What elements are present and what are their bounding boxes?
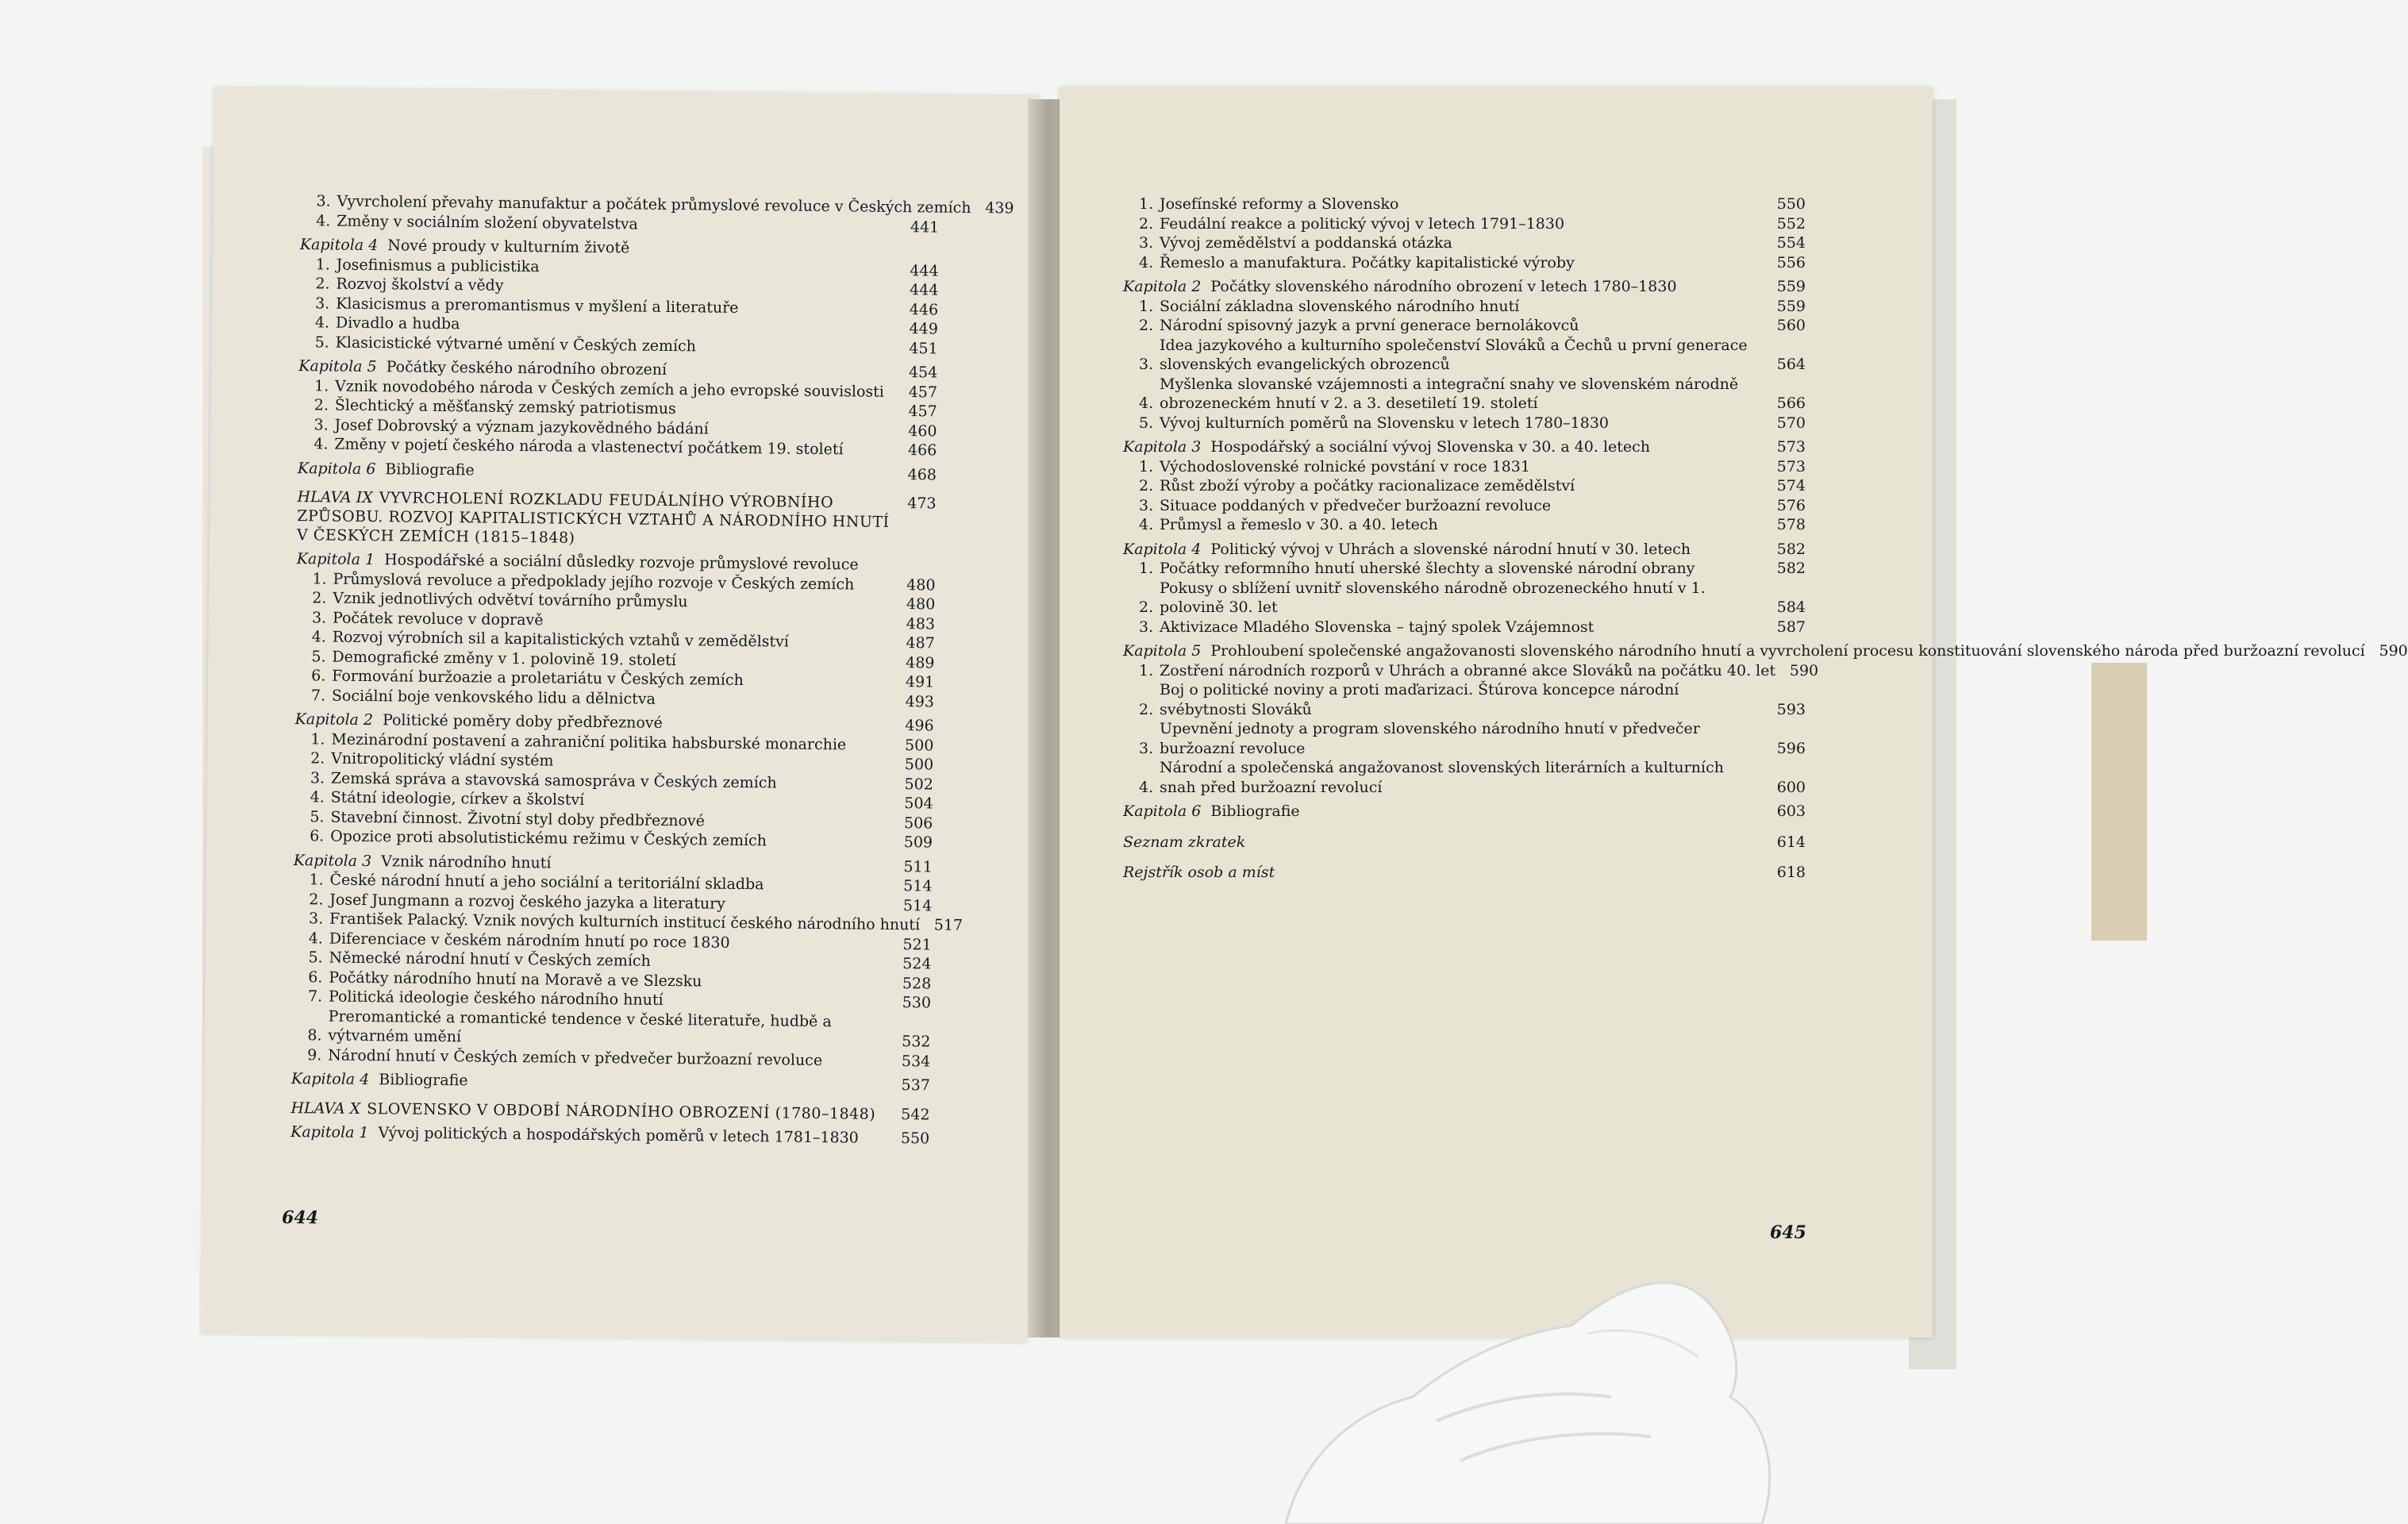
section-title: Státní ideologie, církev a školství [330, 788, 585, 809]
section-title: Opozice proti absolutistickému režimu v Českých zemích [330, 827, 767, 850]
page-ref: 449 [909, 320, 938, 338]
page-ref: 460 [908, 421, 937, 441]
page-ref: 550 [1776, 195, 1806, 213]
chapter-title: Prohloubení společenské angažovanosti slovenského národního hnutí a vyvrcholení procesu konstituování slovenského národa před buržoazní revolucí [1210, 642, 2365, 660]
section-title: Myšlenka slovanské vzájemnosti a integrační snahy ve slovenském národně obrozeneckém hnutí v 2. a 3. desetiletí 19. století [1160, 375, 1739, 412]
section-title: Situace poddaných v předvečer buržoazní revoluce [1160, 496, 1552, 514]
toc-section-entry [1123, 579, 1806, 618]
toc-section-entry [1123, 457, 1806, 477]
section-title: Mezinárodní postavení a zahraniční politika habsburské monarchie [331, 730, 847, 753]
page-ref: 559 [1776, 278, 1806, 295]
chapter-title: Nové proudy v kulturním životě [387, 237, 630, 257]
toc-chapter-entry [1123, 277, 1806, 297]
section-title: Upevnění jednoty a program slovenského národního hnutí v předvečer buržoazní revoluce [1160, 720, 1700, 757]
page-ref: 587 [1776, 618, 1806, 636]
page-ref: 500 [904, 756, 934, 774]
page-ref: 590 [1789, 661, 1819, 679]
section-number: 4. [311, 628, 327, 646]
toc-section-entry [1123, 414, 1806, 433]
section-number: 1. [312, 569, 327, 588]
section-title: Stavební činnost. Životní styl doby předbřeznové [330, 808, 706, 830]
section-number: 3. [1139, 356, 1154, 373]
section-title: Národní spisovný jazyk a první generace bernolákovců [1160, 317, 1579, 334]
section-number: 2. [1139, 598, 1154, 616]
part-title: SLOVENSKO V OBDOBÍ NÁRODNÍHO OBROZENÍ (1780–1848) [367, 1099, 876, 1123]
toc-chapter-entry [298, 459, 937, 485]
section-number: 5. [311, 647, 326, 666]
page-ref: 573 [1776, 457, 1806, 475]
section-title: Zostření národních rozporů v Uhrách a obranné akce Slováků na počátku 40. let [1160, 661, 1776, 679]
section-number: 4. [1139, 778, 1154, 796]
section-title: Diferenciace v českém národním hnutí po roce 1830 [329, 929, 730, 952]
page-ref: 504 [904, 795, 933, 813]
section-title: Vznik novodobého národa v Českých zemích a jeho evropské souvislosti [334, 377, 885, 401]
section-title: Vnitropolitický vládní systém [331, 749, 554, 770]
page-ref: 511 [903, 857, 933, 876]
section-title: Růst zboží výroby a počátky racionalizace zemědělství [1160, 477, 1575, 495]
page-ref: 554 [1776, 234, 1806, 252]
page-ref: 570 [1776, 414, 1806, 432]
section-title: František Palacký. Vznik nových kulturních institucí českého národního hnutí [329, 910, 921, 934]
toc-section-entry [1123, 618, 1806, 637]
section-title: Počátky národního hnutí na Moravě a ve Slezsku [329, 968, 702, 990]
page-ref: 534 [901, 1052, 931, 1071]
section-number: 3. [1139, 618, 1154, 636]
section-title: Feudální reakce a politický vývoj v letech 1791–1830 [1160, 214, 1565, 233]
section-title: Národní hnutí v Českých zemích v předvečer buržoazní revoluce [328, 1046, 823, 1069]
page-ref: 600 [1776, 778, 1806, 796]
page-ref: 502 [904, 775, 933, 794]
chapter-title: Bibliografie [385, 460, 475, 479]
section-number: 2. [315, 275, 330, 293]
toc-chapter-entry [1123, 641, 2408, 661]
toc-section-entry [1123, 233, 1806, 253]
white-glove-hand [1254, 1238, 1778, 1524]
toc-appendix-entry [1123, 863, 1806, 883]
page-ref: 584 [1776, 598, 1806, 616]
section-number: 4. [1139, 253, 1154, 271]
section-number: 5. [1139, 414, 1154, 432]
bookmark-strip [2091, 663, 2147, 941]
page-ref: 441 [910, 217, 940, 237]
toc-section-entry [1123, 515, 1806, 535]
part-title: VYVRCHOLENÍ ROZKLADU FEUDÁLNÍHO VÝROBNÍHO ZPŮSOBU. ROZVOJ KAPITALISTICKÝCH VZTAHŮ A NÁRODNÍHO HNUTÍ V ČESKÝCH ZEMÍCH (1815–1848) [296, 489, 890, 547]
right-page [1060, 87, 2408, 1337]
page-ref: 532 [902, 1033, 931, 1051]
page-ref: 506 [903, 814, 933, 833]
section-number: 1. [314, 376, 329, 395]
section-number: 2. [1139, 477, 1154, 495]
page-ref: 559 [1776, 297, 1806, 315]
page-ref: 550 [900, 1129, 930, 1148]
appendix-title: Rejstřík osob a míst [1123, 864, 1275, 881]
section-number: 7. [310, 686, 326, 705]
page-ref: 496 [905, 717, 934, 735]
toc-section-entry [1123, 496, 1806, 516]
page-ref: 473 [907, 495, 937, 513]
chapter-title: Bibliografie [379, 1071, 468, 1090]
page-ref: 500 [904, 736, 934, 755]
section-title: Divadlo a hudba [335, 314, 460, 333]
toc-section-entry [1123, 336, 1806, 375]
page-ref: 451 [909, 339, 938, 358]
part-label: HLAVA X [290, 1099, 361, 1118]
section-number: 5. [314, 333, 329, 352]
section-number: 1. [1139, 195, 1154, 213]
section-number: 8. [307, 1026, 322, 1045]
chapter-label: Kapitola 4 [290, 1070, 370, 1089]
section-title: Aktivizace Mladého Slovenska – tajný spolek Vzájemnost [1160, 618, 1594, 636]
section-title: Pokusy o sblížení uvnitř slovenského národně obrozeneckého hnutí v 1. polovině 30. let [1160, 579, 1706, 616]
page-ref: 593 [1776, 700, 1806, 718]
section-title: Průmysl a řemeslo v 30. a 40. letech [1160, 516, 1438, 533]
section-title: Vývoj kulturních poměrů na Slovensku v letech 1780–1830 [1160, 414, 1610, 432]
section-number: 3. [315, 294, 330, 313]
appendix-title: Seznam zkratek [1123, 833, 1246, 851]
page-ref: 489 [906, 653, 935, 672]
page-ref: 466 [907, 441, 937, 460]
section-title: Změny v pojetí českého národa a vlastenectví počátkem 19. století [334, 435, 844, 459]
chapter-label: Kapitola 1 [296, 550, 375, 569]
section-number: 6. [310, 827, 325, 845]
page-ref: 454 [908, 364, 938, 382]
section-number: 9. [307, 1045, 322, 1064]
page-ref: 509 [903, 833, 933, 852]
section-title: Vznik jednotlivých odvětví továrního průmyslu [333, 589, 688, 611]
toc-chapter-entry [1123, 802, 1806, 822]
page-ref: 537 [901, 1076, 930, 1095]
section-title: Rozvoj výrobních sil a kapitalistických vztahů v zemědělství [332, 628, 790, 651]
page-ref: 439 [985, 199, 1014, 217]
page-ref: 596 [1776, 739, 1806, 757]
section-number: 3. [1139, 496, 1154, 514]
page-ref: 582 [1776, 540, 1806, 558]
chapter-label: Kapitola 1 [290, 1122, 369, 1141]
chapter-label: Kapitola 5 [1123, 642, 1202, 660]
section-title: Politická ideologie českého národního hnutí [328, 987, 664, 1009]
section-title: Josef Jungmann a rozvoj českého jazyka a literatury [329, 891, 726, 913]
section-title: Počátek revoluce v dopravě [332, 609, 544, 629]
chapter-title: Hospodářský a sociální vývoj Slovenska v 30. a 40. letech [1210, 438, 1651, 456]
section-number: 2. [310, 749, 325, 768]
page-ref: 487 [906, 634, 935, 652]
toc-section-entry [1123, 680, 1806, 719]
toc-chapter-entry [291, 1069, 930, 1095]
toc-section-entry [1123, 559, 1806, 579]
page-ref: 491 [905, 673, 935, 691]
page-ref: 480 [906, 575, 936, 595]
toc-part-heading [290, 1099, 929, 1124]
open-book [202, 83, 2408, 1385]
page-ref: 566 [1776, 394, 1806, 412]
chapter-title: Vznik národního hnutí [381, 852, 552, 872]
page-ref: 578 [1776, 516, 1806, 533]
chapter-label: Kapitola 4 [299, 236, 379, 255]
section-number: 2. [1139, 317, 1154, 334]
page-ref: 614 [1776, 833, 1806, 851]
toc-section-entry [1123, 719, 1806, 758]
page-number-left: 644 [281, 1206, 319, 1229]
toc-section-entry [1123, 297, 1806, 317]
section-number: 3. [310, 768, 325, 787]
section-title: Josefínské reformy a Slovensko [1160, 195, 1399, 213]
page-ref: 517 [933, 916, 964, 934]
section-title: Vyvrcholení převahy manufaktur a počátek průmyslové revoluce v Českých zemích [337, 192, 971, 217]
toc-section-entry [1123, 661, 1819, 681]
chapter-label: Kapitola 4 [1123, 540, 1202, 558]
page-ref: 457 [908, 383, 938, 402]
section-number: 2. [1139, 700, 1154, 718]
section-number: 4. [1139, 394, 1154, 412]
toc-section-entry [1123, 253, 1806, 273]
page-ref: 603 [1776, 802, 1806, 820]
toc-section-entry [1123, 214, 1806, 234]
section-number: 4. [310, 788, 325, 806]
page-ref: 521 [902, 935, 932, 954]
section-number: 4. [316, 211, 331, 230]
page-ref: 552 [1776, 214, 1806, 233]
toc-chapter-entry [290, 1122, 929, 1149]
section-number: 3. [1139, 234, 1154, 252]
chapter-label: Kapitola 2 [294, 710, 374, 729]
chapter-label: Kapitola 6 [1123, 802, 1202, 820]
page-ref: 524 [902, 955, 932, 973]
section-title: Německé národní hnutí v Českých zemích [329, 949, 651, 970]
section-number: 3. [308, 910, 324, 928]
section-number: 3. [311, 608, 327, 627]
toc-section-entry [1123, 758, 1806, 797]
section-number: 6. [308, 968, 323, 986]
section-title: Počátky reformního hnutí uherské šlechty a slovenské národní obrany [1160, 560, 1695, 577]
section-title: České národní hnutí a jeho sociální a teritoriální skladba [329, 871, 764, 894]
page-ref: 483 [906, 614, 936, 633]
section-number: 1. [1139, 560, 1154, 577]
section-number: 5. [310, 807, 325, 826]
toc-section-entry [1123, 316, 1806, 336]
toc-appendix-entry [1123, 833, 1806, 852]
page-ref: 446 [909, 300, 939, 319]
section-title: Klasicismus a preromantismus v myšlení a literatuře [336, 294, 739, 317]
page-ref: 514 [903, 877, 933, 895]
section-title: Změny v sociálním složení obyvatelstva [337, 212, 638, 233]
section-title: Průmyslová revoluce a předpoklady jejího rozvoje v Českých zemích [333, 570, 855, 593]
page-ref: 576 [1776, 496, 1806, 514]
page-ref: 542 [901, 1105, 930, 1124]
section-title: Šlechtický a měšťanský zemský patriotismus [334, 396, 676, 418]
section-number: 5. [308, 949, 323, 967]
page-ref: 468 [907, 465, 937, 484]
page-ref: 530 [902, 994, 932, 1012]
chapter-label: Kapitola 3 [1123, 438, 1202, 456]
page-ref: 493 [905, 692, 935, 711]
section-title: Formování buržoazie a proletariátu v Českých zemích [332, 667, 744, 690]
section-number: 1. [309, 871, 324, 889]
section-title: Klasicistické výtvarné umění v Českých zemích [335, 333, 697, 355]
section-number: 1. [1139, 297, 1154, 315]
toc-section-entry [1123, 375, 1806, 414]
page-ref: 514 [902, 896, 933, 915]
page-ref [893, 570, 936, 571]
section-number: 1. [1139, 457, 1154, 475]
toc-section-entry [291, 1006, 930, 1052]
page-ref: 564 [1776, 356, 1806, 373]
section-title: Národní a společenská angažovanost slovenských literárních a kulturních snah před buržoazní revolucí [1160, 759, 1724, 796]
page-ref: 573 [1776, 438, 1806, 456]
page-ref: 480 [906, 595, 936, 614]
section-number: 6. [311, 667, 326, 685]
toc-part-heading [297, 487, 937, 551]
section-title: Zemská správa a stavovská samospráva v Českých zemích [330, 769, 777, 791]
section-number: 3. [316, 192, 331, 210]
chapter-label: Kapitola 6 [297, 459, 376, 478]
section-title: Řemeslo a manufaktura. Počátky kapitalistické výroby [1160, 253, 1575, 271]
section-title: Josef Dobrovský a význam jazykovědného bádání [334, 416, 709, 438]
section-title: Preromantické a romantické tendence v české literatuře, hudbě a výtvarném umění [328, 1007, 832, 1046]
section-title: Idea jazykového a kulturního společenství Slováků a Čechů u první generace slovenských evangelických obrozenců [1160, 336, 1748, 373]
toc-section-entry [1123, 194, 1806, 214]
section-title: Demografické změny v 1. polovině 19. století [332, 648, 676, 669]
chapter-title: Hospodářské a sociální důsledky rozvoje průmyslové revoluce [384, 551, 859, 574]
section-number: 2. [314, 396, 329, 414]
section-number: 4. [314, 435, 329, 453]
page-ref: 556 [1776, 253, 1806, 271]
chapter-title: Vývoj politických a hospodářských poměrů v letech 1781–1830 [378, 1123, 859, 1147]
toc-chapter-entry [1123, 540, 1806, 560]
page-ref: 590 [2379, 642, 2408, 660]
section-title: Rozvoj školství a vědy [336, 275, 504, 294]
section-number: 4. [1139, 516, 1154, 533]
section-number: 7. [307, 987, 323, 1006]
chapter-label: Kapitola 3 [293, 851, 372, 870]
toc-right [1123, 194, 2408, 883]
section-number: 1. [310, 729, 325, 749]
page-ref: 618 [1776, 864, 1806, 881]
section-number: 4. [308, 929, 324, 947]
section-number: 1. [315, 255, 330, 274]
page-ref: 528 [902, 974, 932, 993]
section-title: Vývoj zemědělství a poddanská otázka [1160, 234, 1452, 252]
toc-section-entry [1123, 476, 1806, 496]
section-number: 2. [309, 890, 324, 908]
part-label: HLAVA IX [297, 488, 373, 507]
chapter-title: Politický vývoj v Uhrách a slovenské národní hnutí v 30. letech [1210, 540, 1691, 558]
page-ref: 444 [910, 261, 939, 280]
page-ref: 574 [1776, 477, 1806, 495]
section-title: Boj o politické noviny a proti maďarizaci. Štúrova koncepce národní svébytnosti Slováků [1160, 681, 1679, 718]
page-ref: 560 [1776, 317, 1806, 334]
section-number: 4. [314, 314, 330, 332]
page-number-right: 645 [1770, 1222, 1806, 1243]
chapter-label: Kapitola 2 [1123, 278, 1202, 295]
page-ref: 444 [909, 281, 939, 299]
toc-chapter-entry [1123, 437, 1806, 457]
section-number: 1. [1139, 661, 1154, 679]
section-number: 3. [1139, 739, 1154, 757]
section-title: Sociální boje venkovského lidu a dělnictva [331, 687, 656, 708]
chapter-title: Bibliografie [1210, 802, 1300, 820]
chapter-title: Počátky českého národního obrození [386, 358, 667, 379]
chapter-title: Počátky slovenského národního obrození v letech 1780–1830 [1210, 278, 1677, 295]
section-title: Sociální základna slovenského národního hnutí [1160, 297, 1520, 315]
page-ref: 582 [1776, 560, 1806, 577]
page-ref: 457 [908, 402, 937, 421]
chapter-title: Politické poměry doby předbřeznové [382, 711, 663, 732]
section-title: Východoslovenské rolnické povstání v roce 1831 [1160, 457, 1530, 475]
left-page [202, 87, 1040, 1342]
section-number: 3. [314, 415, 329, 434]
section-number: 2. [1139, 214, 1154, 233]
section-title: Josefinismus a publicistika [336, 256, 540, 275]
chapter-label: Kapitola 5 [298, 357, 377, 376]
toc-left [290, 191, 1014, 1148]
section-number: 2. [312, 589, 327, 607]
